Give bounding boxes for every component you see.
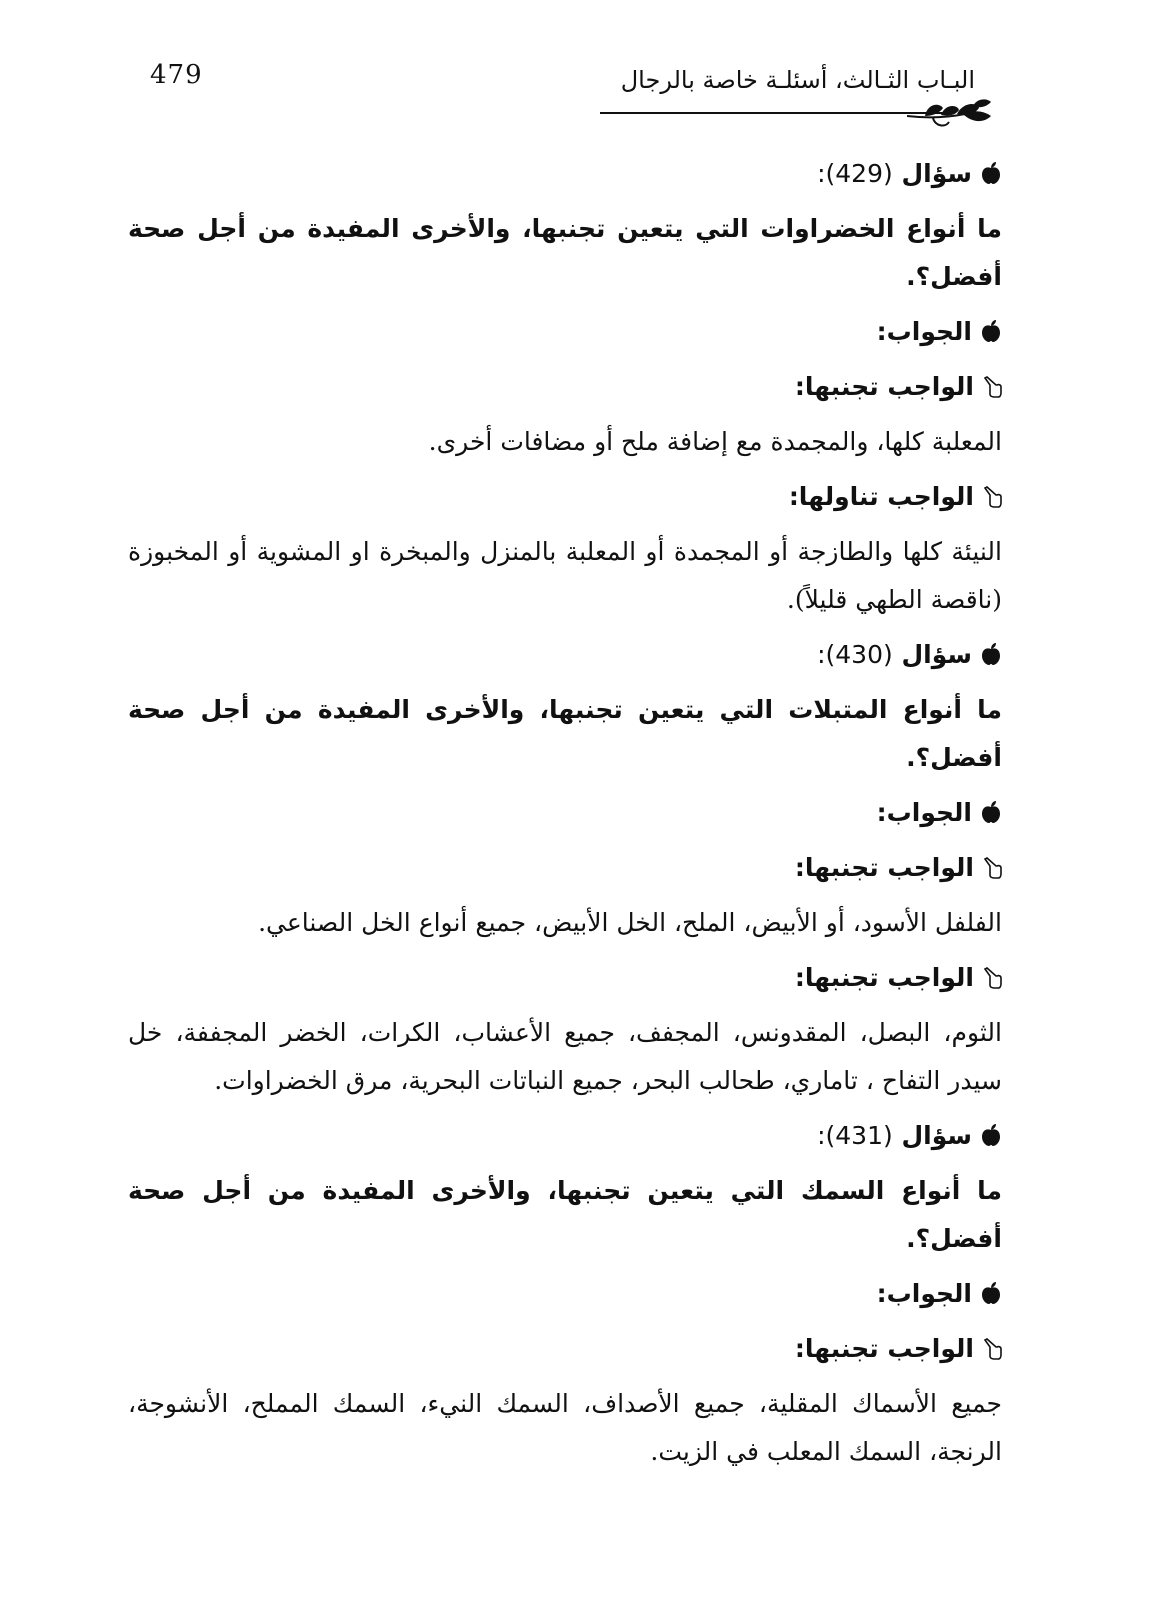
question-429-heading	[128, 150, 1002, 198]
pointing-hand-icon	[982, 1338, 1002, 1360]
question-number: (431):	[817, 1121, 893, 1150]
question-431-heading	[128, 1112, 1002, 1160]
apple-icon	[980, 161, 1002, 185]
question-label: سؤال	[901, 159, 972, 188]
question-430-heading	[128, 631, 1002, 679]
avoid-429-text: المعلبة كلها، والمجمدة مع إضافة ملح أو مضافات أخرى.	[428, 427, 1002, 456]
avoid-431-heading	[128, 1325, 1002, 1373]
avoid-431-text: جميع الأسماك المقلية، جميع الأصداف، السمك النيء، السمك المملح، الأنشوجة، الرنجة، السمك المعلب في الزيت.	[128, 1389, 1002, 1466]
pointing-hand-icon	[982, 376, 1002, 398]
apple-icon	[980, 1123, 1002, 1147]
avoid-label: الواجب تجنبها:	[794, 853, 974, 882]
page-number: 479	[150, 60, 203, 90]
avoid-label: الواجب تجنبها:	[794, 372, 974, 401]
eat-429-text: النيئة كلها والطازجة أو المجمدة أو المعلبة بالمنزل والمبخرة او المشوية أو المخبوزة (ناقصة الطهي قليلاً).	[128, 537, 1002, 614]
answer-label: الجواب:	[876, 1279, 972, 1308]
answer-430-heading	[128, 789, 1002, 837]
answer-label: الجواب:	[876, 317, 972, 346]
running-header: البـاب الثـالث، أسئلـة خاصة بالرجال	[620, 66, 975, 94]
avoid-429-heading	[128, 363, 1002, 411]
question-label: سؤال	[901, 1121, 972, 1150]
apple-icon	[980, 319, 1002, 343]
answer-429-heading	[128, 308, 1002, 356]
pointing-hand-icon	[982, 857, 1002, 879]
question-label: سؤال	[901, 640, 972, 669]
avoid-label: الواجب تجنبها:	[794, 1334, 974, 1363]
eat-label: الواجب تناولها:	[788, 482, 974, 511]
leaf-ornament-icon	[905, 96, 995, 132]
pointing-hand-icon	[982, 967, 1002, 989]
avoid2-430-heading	[128, 954, 1002, 1002]
avoid2-430-text: الثوم، البصل، المقدونس، المجفف، جميع الأعشاب، الكرات، الخضر المجففة، خل سيدر التفاح ، تاماري، طحالب البحر، جميع النباتات البحرية، مرق الخضراوات.	[128, 1018, 1002, 1095]
question-430-text: ما أنواع المتبلات التي يتعين تجنبها، والأخرى المفيدة من أجل صحة أفضل؟.	[128, 695, 1002, 772]
page-content	[128, 150, 1002, 1483]
avoid-430-text: الفلفل الأسود، أو الأبيض، الملح، الخل الأبيض، جميع أنواع الخل الصناعي.	[258, 908, 1002, 937]
eat-429-heading	[128, 473, 1002, 521]
question-431-text: ما أنواع السمك التي يتعين تجنبها، والأخرى المفيدة من أجل صحة أفضل؟.	[128, 1176, 1002, 1253]
avoid-label: الواجب تجنبها:	[794, 963, 974, 992]
question-number: (429):	[817, 159, 893, 188]
answer-label: الجواب:	[876, 798, 972, 827]
apple-icon	[980, 1281, 1002, 1305]
apple-icon	[980, 800, 1002, 824]
header-rule	[600, 112, 950, 114]
avoid-430-heading	[128, 844, 1002, 892]
question-429-text: ما أنواع الخضراوات التي يتعين تجنبها، والأخرى المفيدة من أجل صحة أفضل؟.	[128, 214, 1002, 291]
pointing-hand-icon	[982, 486, 1002, 508]
question-number: (430):	[817, 640, 893, 669]
answer-431-heading	[128, 1270, 1002, 1318]
apple-icon	[980, 642, 1002, 666]
